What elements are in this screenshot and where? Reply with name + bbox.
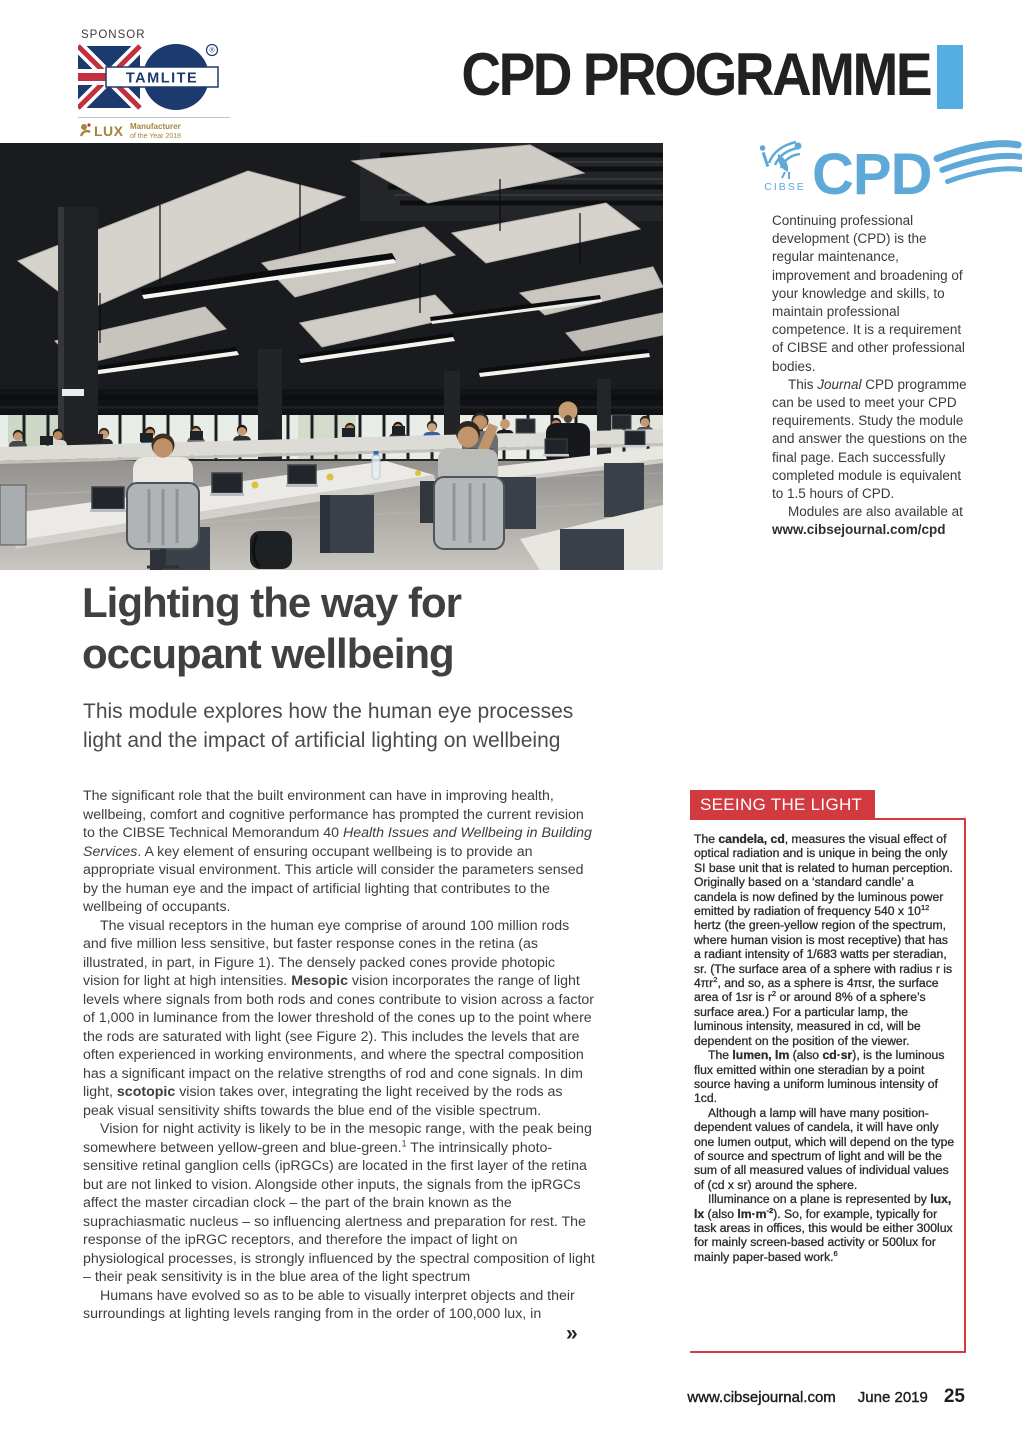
infobox-paragraph [694, 832, 958, 1048]
candela-term: candela, cd [718, 832, 785, 846]
lux-term: lux, lx [694, 1192, 952, 1221]
cpd-intro-panel [772, 212, 970, 540]
ib-p1-seg3: hertz (the green-yellow region of the spectrum, where human vision is most receptive) that has a radiant intensity of 1/683 watts per steradian, sr. (The surface area of a sphere with radius r is 4πr [694, 918, 953, 991]
cpd-swoosh-icon [936, 141, 1022, 182]
p1-seg2: . A key element of ensuring occupant wellbeing is to provide an appropriate visual environment. This article will consider the parameters sensed by the human eye and the impact of artificial lighting that contributes to the wellbeing of occupants. [83, 843, 584, 915]
page-footer [687, 1386, 965, 1408]
footnote-ref-6: 6 [833, 1248, 838, 1258]
article-title-line1: Lighting the way for [82, 579, 461, 626]
cpd-p3-seg1: Modules are also available at [788, 504, 963, 520]
p2-seg2: vision incorporates the range of light levels where signals from both rods and cones contribute to vision across a factor of 1,000 in luminance from the lower threshold of the cones up to the point where the rods are saturated with light (see Figure 2). This includes the levels that are often experienced in working environments, and where the spectral composition has a significant impact on the relative strengths of rod and cone signals. In dim light, [83, 973, 595, 1100]
ib-p2-seg1: The [708, 1048, 733, 1063]
exp-12: 12 [920, 902, 930, 912]
ib-p4-seg3: ). So, for example, typically for task areas in offices, this would be either 300lux for mainly screen-based activity or 500lux for mainly paper-based work. [694, 1206, 953, 1264]
backpack [250, 531, 292, 569]
exp-2b: 2 [771, 989, 777, 999]
lux-wordmark: LUX [94, 123, 124, 139]
page-header [461, 40, 963, 109]
tamlite-sponsor-logo [78, 44, 240, 142]
body-paragraph [83, 787, 595, 917]
p2-seg1: The visual receptors in the human eye comprise of around 100 million rods and five million less sensitive, but faster response cones in the retina (as illustrated, in part, in Figure 1). The densely packed cones provide photopic vision for light at high intensities. [83, 917, 570, 989]
cpd-paragraph [772, 376, 970, 503]
cpd-p2-seg2: CPD programme can be used to meet your CPD requirements. Study the module and answer the questions on the final page. Each successfully completed module is equivalent to 1.5 hours of CPD. [772, 376, 968, 502]
cpd-wordmark: CPD [812, 142, 932, 207]
exp-neg2: -2 [766, 1205, 774, 1215]
tm40-title-italic: Health Issues and Wellbeing in Building Services [83, 825, 592, 860]
infobox-heading: SEEING THE LIGHT [690, 790, 875, 820]
cpd-paragraph [772, 503, 970, 539]
infobox-paragraph [694, 1106, 958, 1192]
ib-p1-seg2: , measures the visual effect of optical radiation and is unique in being the only SI base unit that is related to human perception. Originally based on a ‘standard candle’ a candela is now defined by the luminous power emitted by radiation of frequency 540 x 10 [694, 832, 953, 919]
lmm-term-text: lm·m [737, 1206, 767, 1221]
p3-seg2: The intrinsically photo-sensitive retinal ganglion cells (ipRGCs) are located in the first layer of the retina but are not linked to vision. Alongside other inputs, the signals from the ipRGCs affect the master circadian clock – the part of the brain known as the suprachiasmatic nucleus – so influencing alertness and preparation for rest. The response of the ipRGC receptors, and therefore the impact of light on physiological processes, is strongly influenced by the spectral composition of light – their peak sensitivity is in the blue area of the light spectrum [83, 1139, 595, 1285]
p2-seg3: vision takes over, integrating the light received by the rods as peak visual sensitivity shifts towards the blue end of the visible spectrum. [83, 1084, 563, 1119]
sponsor-label: SPONSOR [81, 29, 146, 41]
exp-2: 2 [713, 975, 718, 984]
scotopic-bold: scotopic [116, 1084, 176, 1100]
ib-p4-seg2: (also [704, 1206, 738, 1221]
lux-award [81, 122, 181, 140]
ib-p2-seg3: ), is the luminous flux emitted within one steradian by a point source having a uniform luminous intensity of 1cd. [694, 1048, 945, 1106]
mesopic-bold: Mesopic [291, 973, 348, 989]
water-bottle [372, 451, 380, 479]
infobox-paragraph [694, 1192, 958, 1264]
footer-site-link[interactable]: www.cibsejournal.com [687, 1389, 836, 1406]
lumen-term: lumen, lm [732, 1048, 790, 1063]
p4-seg1: Humans have evolved so as to be able to visually interpret objects and their surroundings at lighting levels ranging from in the order of 100,000 lux, in [83, 1287, 575, 1322]
registered-mark: ® [209, 47, 215, 55]
ib-p2-seg2: (also [789, 1048, 823, 1063]
footer-page-number: 25 [943, 1386, 965, 1407]
cdsr-term: cd·sr [822, 1048, 853, 1063]
article-body [83, 787, 595, 1324]
photo-ceiling [0, 143, 663, 415]
body-paragraph [83, 1287, 595, 1324]
seeing-the-light-box [690, 790, 966, 1353]
footer-date: June 2019 [857, 1389, 928, 1406]
cpd-p2-seg1: This [788, 376, 818, 392]
body-paragraph [83, 1120, 595, 1287]
article-title-line2: occupant wellbeing [82, 630, 454, 677]
p3-seg1: Vision for night activity is likely to be in the mesopic range, with the peak being somewhere between yellow-green and blue-green. [83, 1121, 592, 1156]
journal-italic: Journal [817, 376, 862, 392]
ib-p4-seg1: Illuminance on a plane is represented by [708, 1192, 931, 1207]
cibse-emblem-icon [760, 142, 802, 179]
ib-p1-seg1: The [694, 832, 719, 846]
infobox-paragraph [694, 1048, 958, 1106]
continues-marker: » [566, 1322, 578, 1345]
tamlite-wordmark: TAMLITE [125, 70, 199, 87]
body-paragraph [83, 917, 595, 1121]
headline-accent-block [937, 45, 963, 109]
p1-seg1: The significant role that the built environment can have in improving health, wellbeing, comfort and cognitive performance has prompted the current revision to the CIBSE Technical Memorandum 40 [83, 788, 584, 841]
lux-award-line1: Manufacturer [130, 122, 181, 131]
ib-p1-seg4: , and so, as a sphere is 4πsr, the surface area of 1sr is r [694, 976, 939, 1005]
ib-p3-seg1: Although a lamp will have many position-dependent values of candela, it will have only one lumen output, which will depend on the type of source and spectrum of light and will be the sum of all measured values of individual values of (cd x sr) around the sphere. [694, 1105, 955, 1192]
office-photo [0, 143, 663, 570]
footnote-ref-1: 1 [401, 1137, 407, 1148]
lux-award-line2: of the Year 2018 [130, 133, 181, 140]
cpd-paragraph: Continuing professional development (CPD) is the regular maintenance, improvement and broadening of your knowledge and skills, to maintain professional competence. It is a requirement of CIBSE and other professional bodies. [772, 213, 965, 374]
cibse-wordmark: CIBSE [764, 181, 806, 193]
article-title [82, 577, 662, 679]
article-standfirst: This module explores how the human eye processes light and the impact of artificial lighting on wellbeing [83, 700, 574, 752]
cibse-cpd-logo [760, 140, 1022, 208]
infobox-content [694, 832, 958, 1264]
page-title: CPD PROGRAMME [461, 40, 930, 109]
ib-p1-seg5: or around 8% of a sphere’s surface area.) For a particular lamp, the luminous intensity, measured in cd, will be dependent on the position of the viewer. [694, 990, 926, 1048]
cpd-url-link[interactable]: www.cibsejournal.com/cpd [772, 522, 946, 538]
lmm-term [737, 1207, 773, 1221]
